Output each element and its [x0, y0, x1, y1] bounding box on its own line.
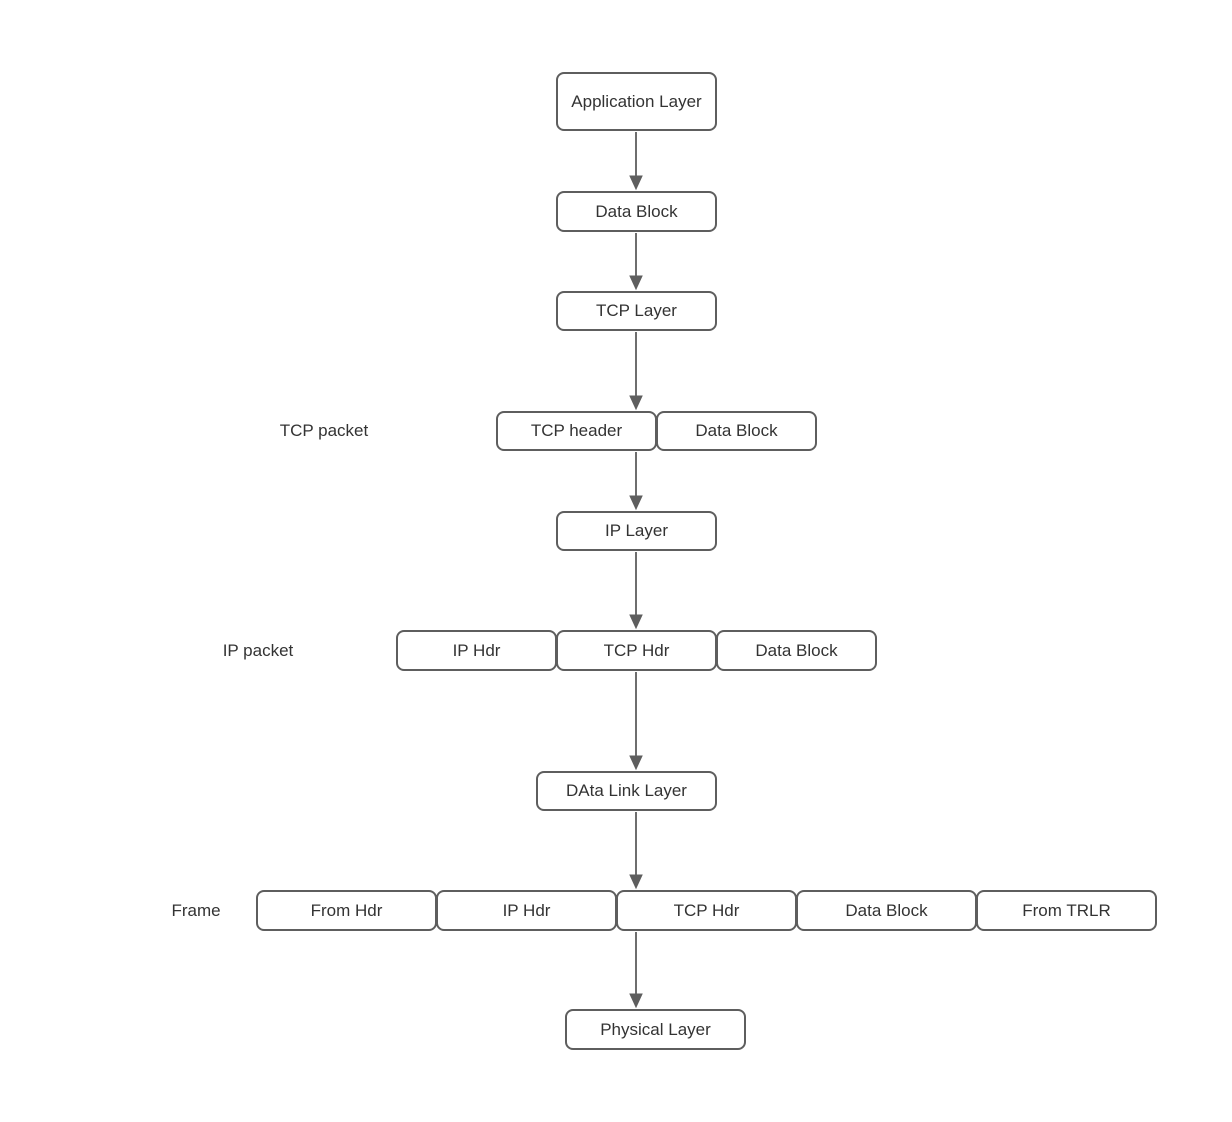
cell-frame-ip-hdr: IP Hdr — [436, 890, 617, 931]
node-data-block: Data Block — [556, 191, 717, 232]
label-tcp-packet: TCP packet — [279, 421, 369, 440]
cell-frame-data-block: Data Block — [796, 890, 977, 931]
cell-ip-packet-data-block: Data Block — [716, 630, 877, 671]
cell-frame-from-hdr: From Hdr — [256, 890, 437, 931]
cell-frame-from-trlr: From TRLR — [976, 890, 1157, 931]
label-ip-packet: IP packet — [222, 640, 294, 660]
cell-ip-packet-tcp-hdr: TCP Hdr — [556, 630, 717, 671]
node-data-link-layer: DAta Link Layer — [536, 771, 717, 811]
node-tcp-layer: TCP Layer — [556, 291, 717, 331]
cell-tcp-packet-data-block: Data Block — [656, 411, 817, 451]
node-ip-layer: IP Layer — [556, 511, 717, 551]
node-physical-layer: Physical Layer — [565, 1009, 746, 1050]
cell-frame-tcp-hdr: TCP Hdr — [616, 890, 797, 931]
label-frame: Frame — [171, 900, 221, 920]
cell-ip-packet-ip-hdr: IP Hdr — [396, 630, 557, 671]
cell-tcp-packet-tcp-header: TCP header — [496, 411, 657, 451]
node-application-layer: Application Layer — [556, 72, 717, 131]
